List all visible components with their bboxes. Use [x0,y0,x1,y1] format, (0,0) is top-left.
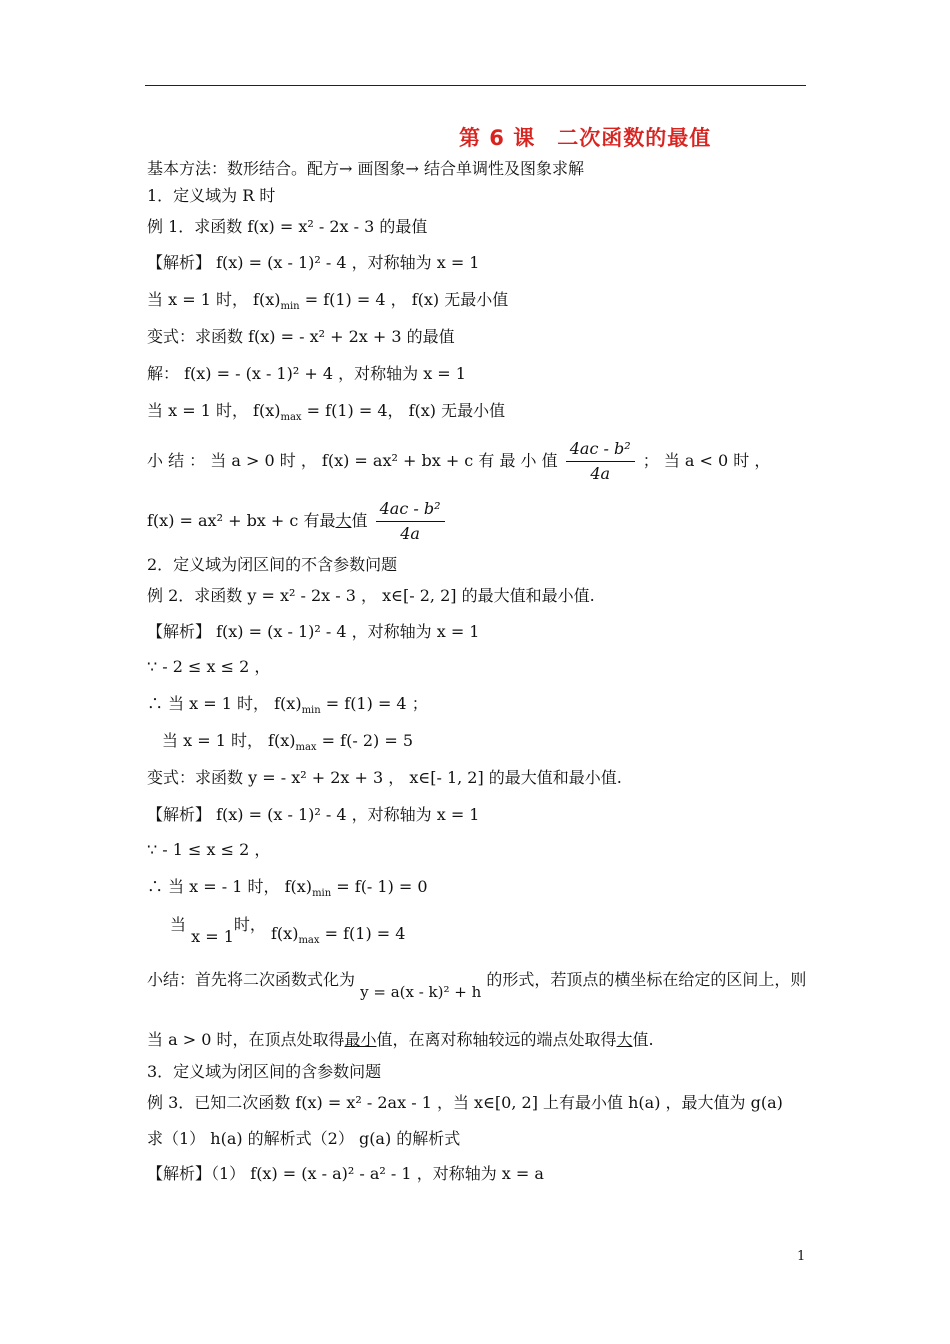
example-3: 例 3．已知二次函数 f(x) = x² - 2ax - 1 ，当 x∈[0, 2] 上有最小值 h(a) ，最大值为 g(a) [147,1093,783,1112]
numerator: 4ac - b² [376,497,445,522]
example-1-solution: 【解析】 f(x) = (x - 1)² - 4 ，对称轴为 x = 1 [147,253,480,272]
variant-2-max [170,914,406,946]
example-2-condition: ∵ - 2 ≤ x ≤ 2 ， [147,657,271,676]
text: 当 [170,915,187,934]
variant-2-condition: ∵ - 1 ≤ x ≤ 2 ， [147,840,271,859]
underlined-text: 大 [335,511,352,530]
example-2-min [147,693,428,722]
text: 的形式，若顶点的横坐标在给定的区间上，则 [486,970,807,989]
text: = f(- 2) = 5 [316,731,413,750]
underlined-text: 大 [616,1030,633,1049]
variant-2-solution: 【解析】 f(x) = (x - 1)² - 4 ，对称轴为 x = 1 [147,805,480,824]
text: ∴ 当 x = 1 时， f(x) [147,694,302,713]
basic-method: 基本方法：数形结合。配方→ 画图象→ 结合单调性及图象求解 [147,159,584,178]
underlined-text: 最小 [344,1030,377,1049]
variant-1: 变式：求函数 f(x) = - x² + 2x + 3 的最值 [147,327,455,346]
example-2-solution: 【解析】 f(x) = (x - 1)² - 4 ，对称轴为 x = 1 [147,622,480,641]
variant-1-solution: 解： f(x) = - (x - 1)² + 4 ，对称轴为 x = 1 [147,364,466,383]
example-3-solution: 【解析】（1） f(x) = (x - a)² - a² - 1 ，对称轴为 x = a [147,1164,544,1183]
text: 当 x = 1 时， f(x) [162,731,296,750]
text: 当 a > 0 时，在顶点处取得 [147,1030,345,1049]
text: = f(1) = 4 ； [320,694,428,713]
variant-1-answer [147,400,505,429]
text: 值. [632,1030,654,1049]
subscript: max [295,742,317,753]
denominator: 4a [590,464,611,483]
subscript: min [312,888,332,899]
subscript: min [280,301,300,312]
section-3-heading: 3．定义域为闭区间的含参数问题 [147,1062,382,1081]
text: x = 1 [191,927,234,946]
summary-2 [147,496,448,546]
example-2: 例 2．求函数 y = x² - 2x - 3 ， x∈[- 2, 2] 的最大值和最小值. [147,586,595,605]
text: = f(1) = 4 ， f(x) 无最小值 [299,290,509,309]
text: f(x) [271,924,299,943]
text: f(x) = ax² + bx + c 有最 [147,511,336,530]
text: 小 结 ： 当 a > 0 时 ， f(x) = ax² + bx + c 有 最 小 值 [147,451,558,470]
text: 值，在离对称轴较远的端点处取得 [376,1030,617,1049]
text: = f(1) = 4 [319,924,406,943]
example-3-question: 求（1） h(a) 的解析式（2） g(a) 的解析式 [147,1129,461,1148]
text [271,924,406,946]
text: 当 x = 1 时， f(x) [147,290,281,309]
example-1-answer [147,289,508,318]
fraction [566,437,635,486]
formula: y = a(x - k)² + h [360,983,482,1001]
subscript: max [298,935,320,946]
fraction [376,497,445,546]
subscript: min [301,705,321,716]
variant-2-min [147,876,428,905]
summary-4 [147,1029,654,1051]
page-number: 1 [797,1249,806,1264]
text: 小结：首先将二次函数式化为 [147,970,356,989]
example-1: 例 1．求函数 f(x) = x² - 2x - 3 的最值 [147,217,428,236]
page-title: 第 6 课 二次函数的最值 [459,126,712,150]
text: ； 当 a < 0 时 ， [642,451,771,470]
text: 时， [233,915,266,934]
subscript: max [280,412,302,423]
denominator: 4a [400,524,420,543]
example-2-max [162,730,413,759]
text: 值 [351,511,368,530]
header-rule [145,85,806,86]
text: = f(- 1) = 0 [331,877,428,896]
summary-1 [147,436,770,486]
section-1-heading: 1．定义域为 R 时 [147,186,276,205]
text: ∴ 当 x = - 1 时， f(x) [147,877,313,896]
section-2-heading: 2．定义域为闭区间的不含参数问题 [147,555,398,574]
summary-3 [147,969,807,1001]
text: 当 x = 1 时， f(x) [147,401,281,420]
variant-2: 变式：求函数 y = - x² + 2x + 3 ， x∈[- 1, 2] 的最大值和最小值. [147,768,622,787]
numerator: 4ac - b² [566,437,635,462]
text: = f(1) = 4， f(x) 无最小值 [301,401,506,420]
